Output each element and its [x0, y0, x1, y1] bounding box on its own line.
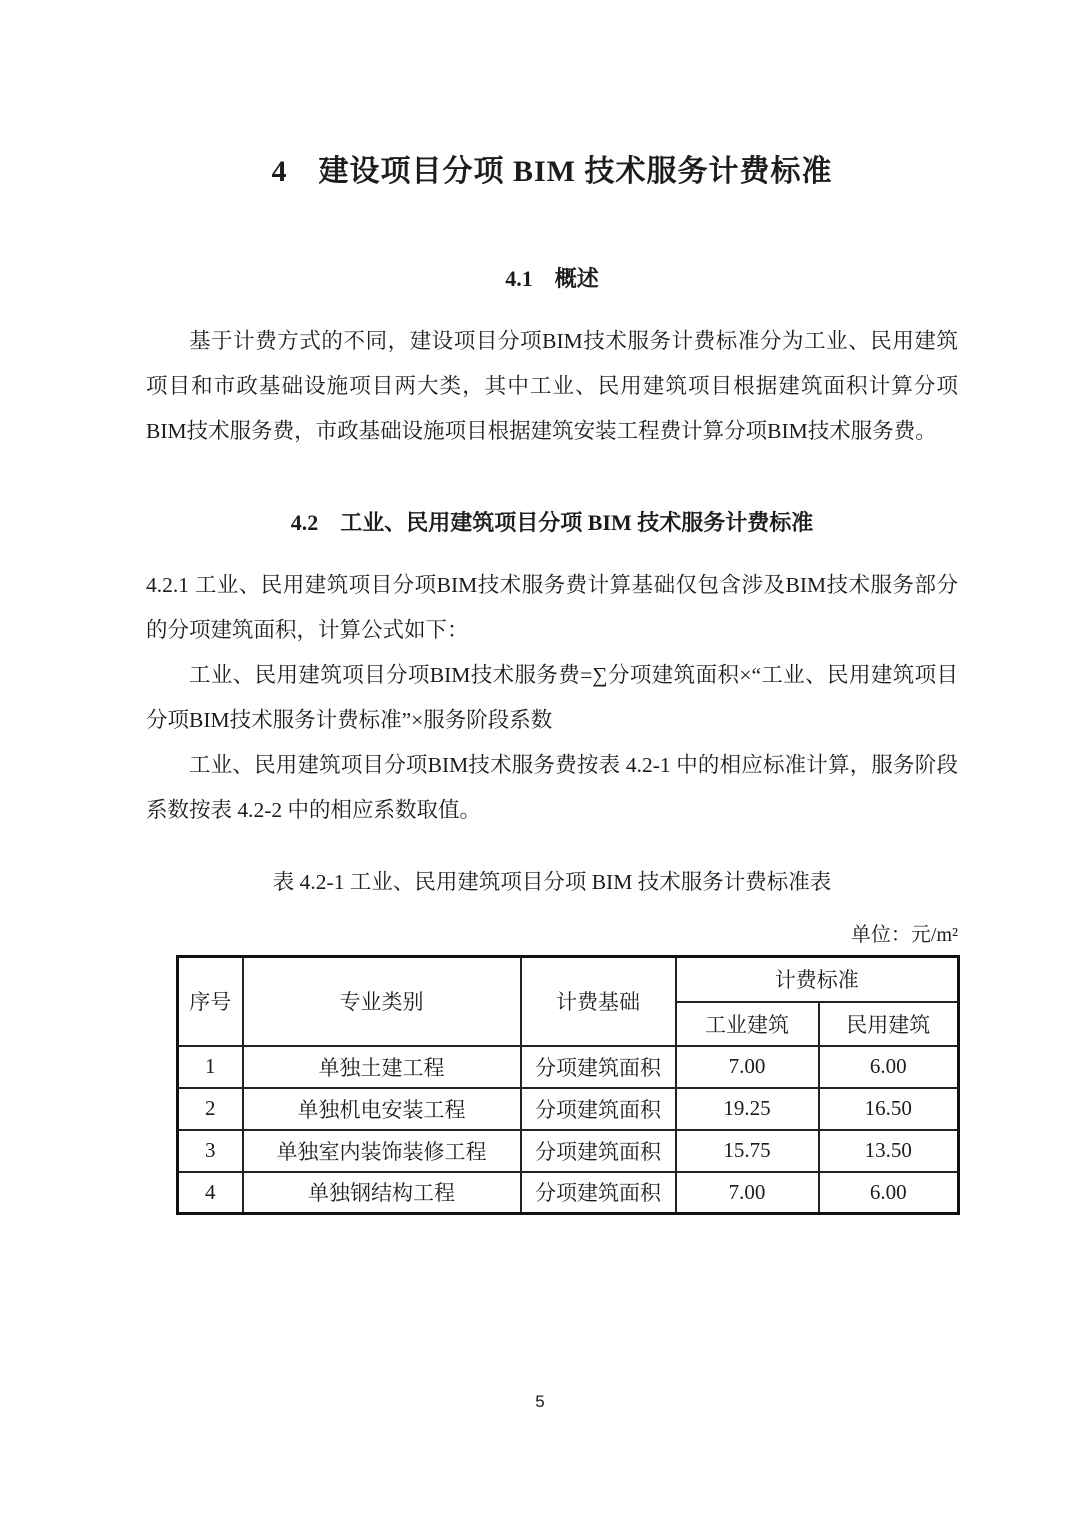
cell-basis: 分项建筑面积 — [521, 1088, 676, 1130]
document-title: 4 建设项目分项 BIM 技术服务计费标准 — [271, 155, 833, 188]
fee-formula: 工业、民用建筑项目分项BIM技术服务费=∑分项建筑面积×“工业、民用建筑项目分项BIM技术服务计费标准”×服务阶段系数 — [146, 663, 958, 732]
cell-civil: 16.50 — [819, 1088, 959, 1130]
cell-civil: 13.50 — [819, 1130, 959, 1172]
page-number: 5 — [535, 1392, 545, 1411]
table-header-civil: 民用建筑 — [819, 1002, 959, 1046]
cell-industrial: 19.25 — [676, 1088, 819, 1130]
table-row — [178, 1172, 959, 1214]
cell-no: 4 — [178, 1172, 243, 1214]
cell-industrial: 7.00 — [676, 1172, 819, 1214]
cell-industrial: 15.75 — [676, 1130, 819, 1172]
table-row — [178, 1130, 959, 1172]
cell-category: 单独室内装饰装修工程 — [243, 1130, 521, 1172]
cell-basis: 分项建筑面积 — [521, 1046, 676, 1088]
section-4-2-paragraph: 工业、民用建筑项目分项BIM技术服务费按表 4.2-1 中的相应标准计算，服务阶段系数按表 4.2-2 中的相应系数取值。 — [146, 753, 958, 822]
cell-civil: 6.00 — [819, 1046, 959, 1088]
table-header-standard-group: 计费标准 — [676, 957, 959, 1002]
cell-basis: 分项建筑面积 — [521, 1172, 676, 1214]
table-row — [178, 1088, 959, 1130]
section-4-1-heading: 4.1 概述 — [505, 266, 599, 291]
table-header-no: 序号 — [178, 957, 243, 1046]
table-header-category: 专业类别 — [243, 957, 521, 1046]
cell-civil: 6.00 — [819, 1172, 959, 1214]
fee-standard-table — [176, 955, 960, 1215]
table-header-industrial: 工业建筑 — [676, 1002, 819, 1046]
cell-industrial: 7.00 — [676, 1046, 819, 1088]
table-row — [178, 1046, 959, 1088]
table-caption: 表 4.2-1 工业、民用建筑项目分项 BIM 技术服务计费标准表 — [272, 870, 832, 894]
table-header-basis: 计费基础 — [521, 957, 676, 1046]
cell-no: 2 — [178, 1088, 243, 1130]
cell-category: 单独机电安装工程 — [243, 1088, 521, 1130]
clause-4-2-1-paragraph: 4.2.1 工业、民用建筑项目分项BIM技术服务费计算基础仅包含涉及BIM技术服务部分的分项建筑面积，计算公式如下： — [146, 573, 958, 642]
cell-basis: 分项建筑面积 — [521, 1130, 676, 1172]
table-unit-label: 单位：元/m² — [850, 924, 958, 946]
cell-no: 3 — [178, 1130, 243, 1172]
cell-category: 单独土建工程 — [243, 1046, 521, 1088]
cell-no: 1 — [178, 1046, 243, 1088]
section-4-2-heading: 4.2 工业、民用建筑项目分项 BIM 技术服务计费标准 — [290, 510, 814, 535]
cell-category: 单独钢结构工程 — [243, 1172, 521, 1214]
section-4-1-paragraph: 基于计费方式的不同，建设项目分项BIM技术服务计费标准分为工业、民用建筑项目和市政基础设施项目两大类，其中工业、民用建筑项目根据建筑面积计算分项BIM技术服务费，市政基础设施项目根据建筑安装工程费计算分项BIM技术服务费。 — [146, 329, 958, 443]
